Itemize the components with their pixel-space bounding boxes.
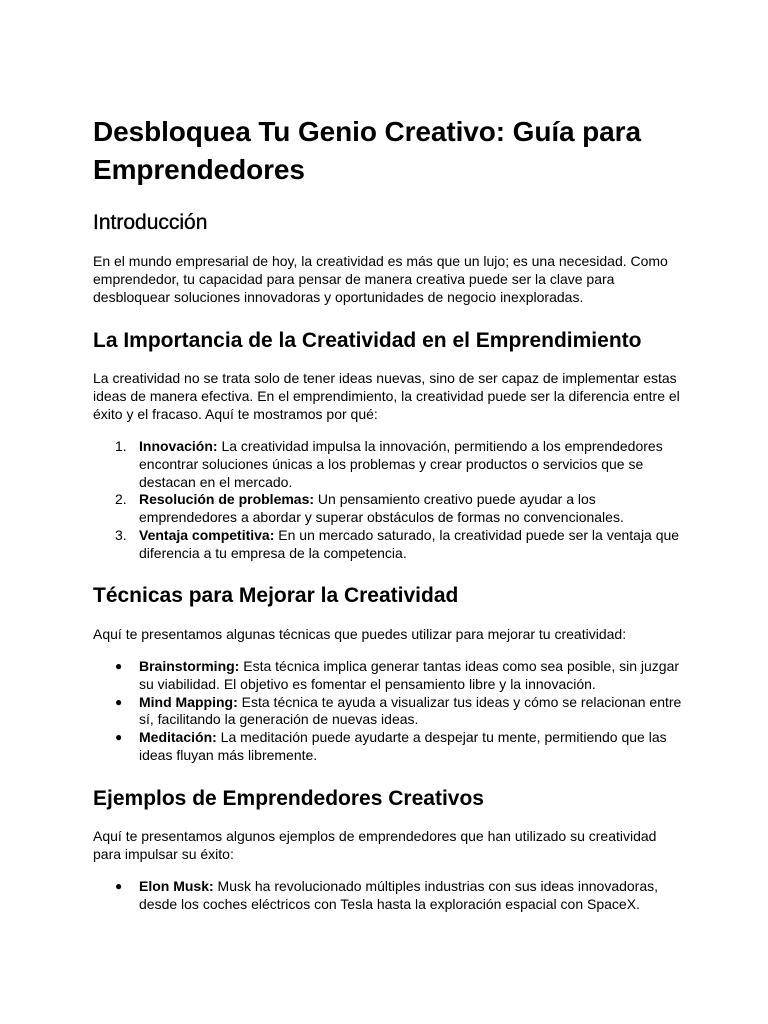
list-item-text: La meditación puede ayudarte a despejar tu mente, permitiendo que las ideas fluyan más libremente. bbox=[139, 729, 667, 763]
list-item-text: En un mercado saturado, la creatividad puede ser la ventaja que diferencia a tu empresa de la competencia. bbox=[139, 526, 680, 561]
list-item bbox=[93, 878, 683, 914]
list-item-text: Esta técnica te ayuda a visualizar tus ideas y cómo se relacionan entre sí, facilitando la generación de nuevas ideas. bbox=[139, 693, 682, 728]
techniques-paragraph: Aquí te presentamos algunas técnicas que puedes utilizar para mejorar tu creatividad: bbox=[93, 626, 627, 642]
intro-paragraph: En el mundo empresarial de hoy, la creatividad es más que un lujo; es una necesidad. Como emprendedor, tu capacidad para pensar de manera creativa puede ser la clave para desbloquear soluciones innovadoras y oportunidades de negocio inexploradas. bbox=[93, 253, 668, 305]
list-number: 1. bbox=[115, 438, 127, 454]
list-item-text: La creatividad impulsa la innovación, permitiendo a los emprendedores encontrar soluciones únicas a los problemas y crear productos o servicios que se destacan en el mercado. bbox=[139, 438, 663, 490]
list-number: 3. bbox=[115, 526, 127, 543]
examples-paragraph: Aquí te presentamos algunos ejemplos de emprendedores que han utilizado su creatividad para impulsar su éxito: bbox=[93, 828, 657, 862]
list-item-text: Musk ha revolucionado múltiples industrias con sus ideas innovadoras, desde los coches eléctricos con Tesla hasta la exploración espacial con SpaceX. bbox=[139, 878, 659, 912]
list-item-term: Ventaja competitiva: bbox=[139, 526, 275, 543]
list-item-term: Meditación: bbox=[139, 729, 217, 746]
bullet-icon: ● bbox=[115, 730, 123, 745]
list-item bbox=[93, 491, 683, 527]
bullet-icon: ● bbox=[115, 879, 123, 893]
list-item-term: Mind Mapping: bbox=[139, 693, 238, 710]
examples-list bbox=[93, 878, 683, 914]
list-item-term: Resolución de problemas: bbox=[139, 491, 315, 508]
bullet-icon: ● bbox=[115, 694, 123, 709]
importance-paragraph: La creatividad no se trata solo de tener ideas nuevas, sino de ser capaz de implementar estas ideas de manera efectiva. En el emprendimiento, la creatividad puede ser la diferencia entre el éxito y el fracaso. Aquí te mostramos por qué: bbox=[93, 370, 680, 422]
list-item bbox=[93, 438, 683, 491]
list-item-term: Elon Musk: bbox=[139, 878, 214, 894]
techniques-heading: Técnicas para Mejorar la Creatividad bbox=[93, 584, 459, 607]
list-item-text: Un pensamiento creativo puede ayudar a los emprendedores a abordar y superar obstáculos de formas no convencionales. bbox=[139, 491, 624, 526]
list-item bbox=[93, 729, 683, 765]
importance-list bbox=[93, 438, 683, 563]
list-item bbox=[93, 527, 683, 563]
intro-heading: Introducción bbox=[93, 211, 208, 234]
techniques-list bbox=[93, 658, 683, 765]
document-title: Desbloquea Tu Genio Creativo: Guía para Emprendedores bbox=[93, 116, 641, 185]
bullet-icon: ● bbox=[115, 659, 123, 673]
list-item-term: Innovación: bbox=[139, 438, 218, 454]
list-item-text: Esta técnica implica generar tantas ideas como sea posible, sin juzgar su viabilidad. El objetivo es fomentar el pensamiento libre y la innovación. bbox=[139, 658, 680, 692]
list-item-term: Brainstorming: bbox=[139, 658, 240, 674]
list-number: 2. bbox=[115, 491, 127, 508]
list-item bbox=[93, 658, 683, 694]
importance-heading: La Importancia de la Creatividad en el Emprendimiento bbox=[93, 329, 642, 352]
examples-heading: Ejemplos de Emprendedores Creativos bbox=[93, 787, 484, 810]
list-item bbox=[93, 694, 683, 730]
